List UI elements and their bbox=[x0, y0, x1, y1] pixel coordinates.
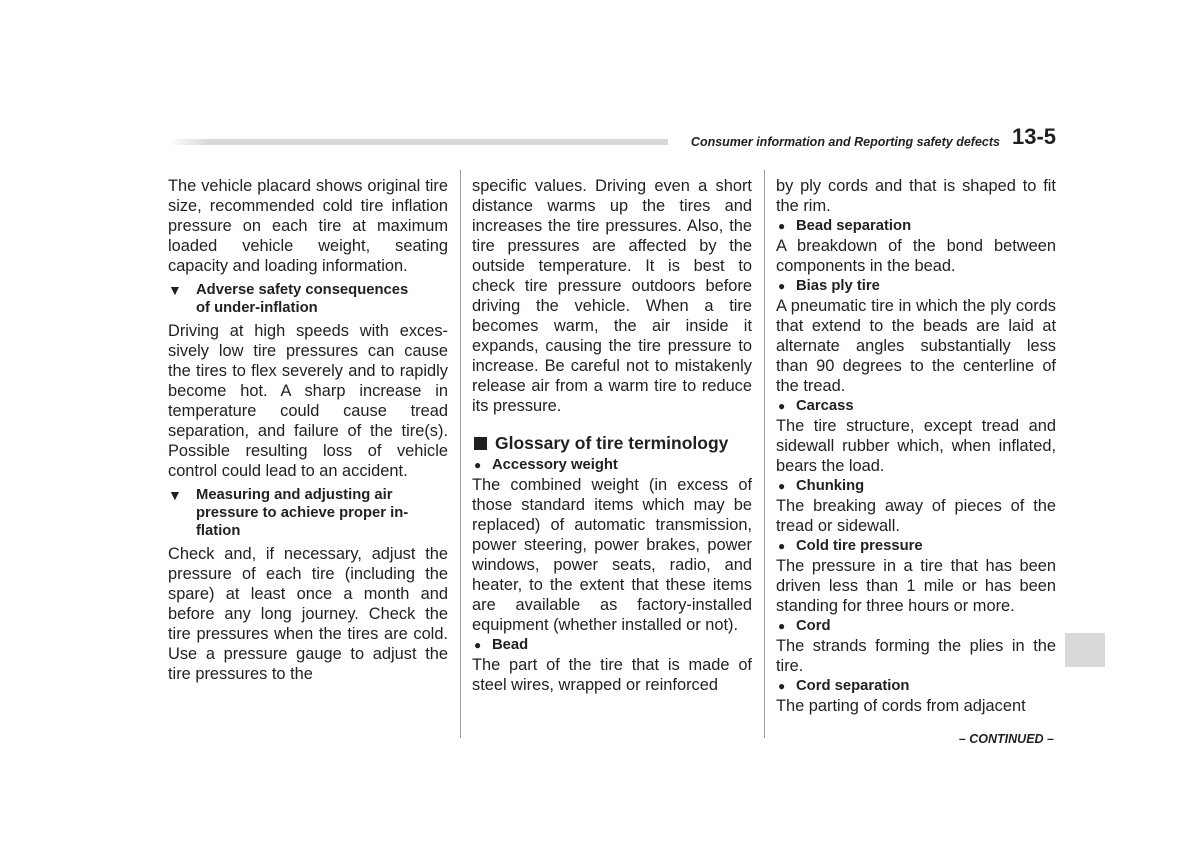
column-2 bbox=[472, 176, 752, 695]
paragraph: Check and, if necessary, adjust the pressure of each tire (including the spare) at least once a month and before any long journey. Check the tire pressures when the tires are cold. Use a pressure gauge to adjust the tire pressures to the bbox=[168, 545, 448, 683]
glossary-term: ● Bias ply tire bbox=[778, 278, 880, 294]
header-rule bbox=[168, 139, 668, 145]
bullet-icon: ● bbox=[474, 458, 482, 472]
glossary-term: ● Chunking bbox=[778, 478, 865, 494]
glossary-term: ● Cord bbox=[778, 618, 831, 634]
bullet-icon: ● bbox=[778, 539, 786, 553]
bullet-icon: ● bbox=[778, 679, 786, 693]
glossary-definition: The strands forming the plies in the tire. bbox=[776, 637, 1056, 675]
glossary-definition: by ply cords and that is shaped to fit the rim. bbox=[776, 177, 1056, 215]
paragraph: The vehicle placard shows original tire size, recommended cold tire inflation pressure on each tire at maximum loaded vehicle weight, seating capacity and loading information. bbox=[168, 177, 448, 275]
subheading-text: Measuring and adjusting air pressure to achieve proper in- flation bbox=[196, 487, 409, 539]
section-title-text: Glossary of tire terminology bbox=[495, 433, 729, 453]
glossary-definition: The part of the tire that is made of steel wires, wrapped or reinforced bbox=[472, 656, 752, 694]
glossary-term: ● Carcass bbox=[778, 398, 854, 414]
glossary-term: ● Cord separation bbox=[778, 678, 910, 694]
glossary-definition: The combined weight (in excess of those standard items which may be replaced) of automatic transmission, power steering, power brakes, power windows, power seats, radio, and heater, to the extent that these items are available as factory-installed equipment (whether installed or not). bbox=[472, 476, 752, 634]
triangle-bullet-icon: ▼ bbox=[168, 282, 182, 298]
glossary-term: ● Bead bbox=[474, 637, 529, 653]
subheading-text: Adverse safety consequences of under-inflation bbox=[196, 282, 409, 316]
glossary-definition: A pneumatic tire in which the ply cords that extend to the beads are laid at alternate angles substantially less than 90 degrees to the centerline of the tread. bbox=[776, 297, 1056, 395]
triangle-bullet-icon: ▼ bbox=[168, 487, 182, 503]
bullet-icon: ● bbox=[778, 219, 786, 233]
subheading bbox=[168, 281, 448, 317]
subheading bbox=[168, 486, 448, 540]
bullet-icon: ● bbox=[778, 479, 786, 493]
continued-label: – CONTINUED – bbox=[958, 732, 1054, 746]
glossary-term: ● Cold tire pressure bbox=[778, 538, 923, 554]
bullet-icon: ● bbox=[778, 619, 786, 633]
glossary-definition: The pressure in a tire that has been driven less than 1 mile or has been standing for three hours or more. bbox=[776, 557, 1056, 615]
glossary-term: ● Bead separation bbox=[778, 218, 912, 234]
glossary-term: ● Accessory weight bbox=[474, 457, 618, 473]
column-1 bbox=[168, 176, 448, 684]
glossary-definition: The parting of cords from adjacent bbox=[776, 697, 1026, 715]
chapter-title: Consumer information and Reporting safety defects bbox=[690, 135, 1000, 149]
bullet-icon: ● bbox=[778, 279, 786, 293]
glossary-definition: The tire structure, except tread and sidewall rubber which, when inflated, bears the load. bbox=[776, 417, 1056, 475]
column-divider bbox=[460, 170, 461, 738]
paragraph: specific values. Driving even a short distance warms up the tires and increases the tire pressures. Also, the tire pressures are affected by the outside temperature. It is best to check tire pressure outdoors before driving the vehicle. When a tire becomes warm, the air inside it expands, causing the tire pressure to increase. Be careful not to mistakenly release air from a warm tire to reduce its pressure. bbox=[472, 177, 752, 415]
page-number: 13-5 bbox=[1012, 124, 1057, 149]
section-title bbox=[472, 432, 752, 454]
glossary-definition: The breaking away of pieces of the tread or sidewall. bbox=[776, 497, 1056, 535]
thumb-index-tab bbox=[1065, 633, 1105, 667]
square-bullet-icon bbox=[474, 437, 487, 450]
column-divider bbox=[764, 170, 765, 738]
bullet-icon: ● bbox=[474, 638, 482, 652]
paragraph: Driving at high speeds with excessively low tire pressures can cause the tires to flex severely and to rapidly become hot. A sharp increase in temperature could cause tread separation, and failure of the tire(s). Possible resulting loss of vehicle control could lead to an accident. bbox=[168, 322, 448, 480]
bullet-icon: ● bbox=[778, 399, 786, 413]
glossary-definition: A breakdown of the bond between components in the bead. bbox=[776, 237, 1056, 275]
column-3 bbox=[776, 176, 1056, 716]
